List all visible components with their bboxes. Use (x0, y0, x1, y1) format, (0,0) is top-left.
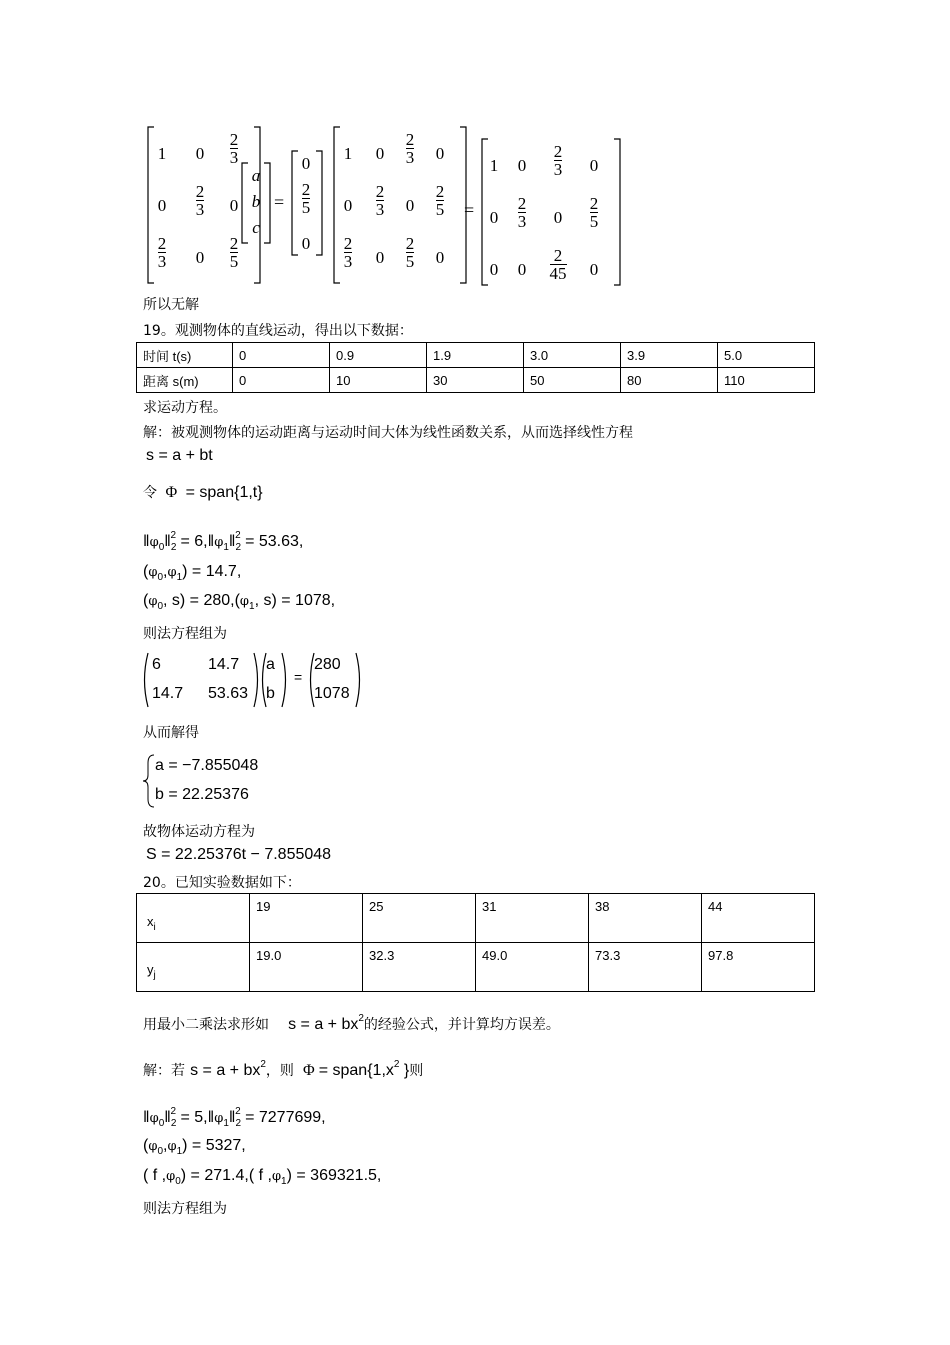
reduced-matrix (480, 138, 622, 286)
matrix-entry: $\frac{2}{3}$ (195, 182, 205, 219)
problem-19-title: 19。观测物体的直线运动，得出以下数据： (143, 323, 413, 339)
table-cell: 50 (524, 368, 621, 393)
rhs-vector (290, 150, 322, 256)
matrix-cell (508, 156, 536, 176)
inner-product-s: ($\varphi_0$, $s) = 280,(\varphi_1$, s) = 1078, (143, 592, 336, 612)
matrix-entry: 0 (517, 260, 527, 279)
matrix-cell: 6 (152, 656, 161, 673)
matrix-cell: a (266, 656, 275, 673)
problem-20-title: 20。已知实验数据如下： (143, 875, 301, 891)
matrix-cell: 14.7 (208, 656, 240, 673)
matrix-cell (334, 144, 362, 164)
table-cell: 32.3 (363, 943, 476, 992)
table-cell: 0 (233, 368, 330, 393)
matrix-entry: $\frac{2}{3}$ (343, 234, 353, 271)
matrix-entry: 0 (301, 234, 311, 253)
inner-s0: , s) = 280,( (163, 592, 240, 609)
matrix-cell (426, 182, 454, 218)
sol-span: = span{1,x (318, 1062, 394, 1079)
row-label-y: $y_j$ (137, 943, 250, 992)
matrix-cell: b (251, 192, 261, 211)
solve-title: 从而解得 (143, 725, 199, 741)
span-text: = span{1,t} (185, 484, 263, 501)
matrix-cell: a (251, 166, 261, 185)
matrix-cell: c (252, 218, 260, 237)
matrix-cell (580, 156, 608, 176)
matrix-entry: 0 (435, 248, 445, 267)
table-row (137, 343, 815, 368)
table-cell: 3.9 (621, 343, 718, 368)
sol-text-a: 解：若 (143, 1063, 185, 1079)
matrix-cell (334, 234, 362, 270)
right-bracket-icon (262, 162, 272, 244)
matrix-cell: 1078 (314, 685, 350, 702)
normal-variable-vector (258, 652, 290, 708)
matrix-cell (480, 260, 508, 280)
p20-inner-f0: ) = 271.4,( f , (180, 1167, 272, 1184)
matrix-cell (186, 182, 214, 218)
matrix-entry: 0 (517, 156, 527, 175)
matrix-equation (140, 124, 620, 290)
matrix-entry: 0 (553, 208, 563, 227)
problem-20-ask: 用最小二乘法求形如 $s = a + bx^2$的经验公式，并计算均方误差。 (143, 1013, 560, 1033)
table-cell: 1.9 (427, 343, 524, 368)
phi-symbol: Φ (299, 1062, 319, 1079)
matrix-entry: 0 (489, 260, 499, 279)
matrix-cell: 14.7 (152, 685, 184, 702)
problem-19-ask: 求运动方程。 (143, 400, 227, 416)
matrix-entry: 0 (157, 196, 167, 215)
matrix-entry: $\frac{2}{3}$ (157, 234, 167, 271)
matrix-cell: 280 (314, 656, 341, 673)
problem-19-table (136, 342, 815, 393)
augmented-matrix (332, 126, 468, 284)
table-cell: 19.0 (250, 943, 363, 992)
table-row (137, 943, 815, 992)
table-cell: 38 (589, 894, 702, 943)
matrix-entry: $\frac{2}{3}$ (229, 130, 239, 167)
inner-value: ) = 14.7, (182, 563, 242, 580)
norm-value-1: = 53.63, (245, 533, 304, 550)
matrix-entry: 0 (195, 248, 205, 267)
solution-system (142, 753, 302, 809)
matrix-cell (148, 196, 176, 216)
table-cell: 19 (250, 894, 363, 943)
matrix-entry: $\frac{2}{5}$ (435, 182, 445, 219)
matrix-cell (580, 194, 608, 230)
matrix-entry: 0 (195, 144, 205, 163)
matrix-cell (148, 234, 176, 270)
right-bracket-icon (354, 652, 364, 708)
sol-formula: s = a + bx (190, 1062, 261, 1079)
equals-sign: = (294, 669, 303, 685)
normal-equation-matrix (140, 652, 380, 712)
table-cell: 5.0 (718, 343, 815, 368)
matrix-entry: 0 (489, 208, 499, 227)
table-cell: 80 (621, 368, 718, 393)
normal-rhs-vector (306, 652, 364, 708)
phi-symbol: Φ (161, 484, 182, 501)
table-cell: 30 (427, 368, 524, 393)
normal-equations-title: 则法方程组为 (143, 626, 227, 642)
right-bracket-icon (612, 138, 622, 286)
equals-sign: = (274, 192, 285, 212)
matrix-cell (480, 156, 508, 176)
matrix-entry: $\frac{2}{45}$ (549, 246, 567, 283)
left-bracket-icon (140, 652, 150, 708)
problem-20-solution: 解：若 $s = a + bx^2$，则 $\Phi = span\{1,x^2$ }则 (143, 1059, 424, 1079)
matrix-entry: 0 (375, 248, 385, 267)
table-cell: 0 (233, 343, 330, 368)
matrix-entry: 0 (405, 196, 415, 215)
matrix-entry: 1 (343, 144, 353, 163)
p20-inner-product-01: $(\varphi_0,\varphi_1) = 5327$, (143, 1137, 246, 1157)
span-definition (143, 482, 263, 502)
matrix-cell (148, 144, 176, 164)
matrix-cell (396, 196, 424, 216)
table-row (137, 368, 815, 393)
matrix-entry: 0 (343, 196, 353, 215)
linear-model: s = a + bt (146, 447, 213, 464)
matrix-entry: 0 (435, 144, 445, 163)
matrix-entry: 0 (301, 154, 311, 173)
matrix-entry: $\frac{2}{3}$ (517, 194, 527, 231)
matrix-cell (366, 182, 394, 218)
matrix-entry: $\frac{2}{3}$ (405, 130, 415, 167)
no-solution-text: 所以无解 (143, 297, 199, 313)
p20-inner-value: ) = 5327, (182, 1137, 246, 1154)
normal-coefficient-matrix (140, 652, 262, 708)
matrix-cell (366, 144, 394, 164)
sol-text-c: 则 (409, 1063, 424, 1079)
table-cell: 49.0 (476, 943, 589, 992)
matrix-entry: $\frac{2}{5}$ (405, 234, 415, 271)
right-bracket-icon (314, 150, 324, 256)
matrix-cell (220, 130, 248, 166)
table-cell: 44 (702, 894, 815, 943)
matrix-cell (544, 246, 572, 282)
table-cell: 110 (718, 368, 815, 393)
matrix-entry: 0 (589, 156, 599, 175)
p20-norm-value-1: = 7277699, (245, 1109, 326, 1126)
p20-inner-product-f: ( f $,\varphi_0) = 271.4$,( f $,\varphi_1) = 369321.5$, (143, 1167, 382, 1187)
norm-value-0: = 6, (180, 533, 208, 550)
matrix-cell: 53.63 (208, 685, 249, 702)
ling-text: 令 (143, 484, 157, 500)
sol-text-b: ，则 (265, 1063, 294, 1079)
table-cell: 0.9 (330, 343, 427, 368)
matrix-entry: $\frac{2}{5}$ (301, 180, 311, 217)
b-value: b = 22.25376 (155, 786, 249, 803)
matrix-cell (396, 234, 424, 270)
matrix-cell (186, 248, 214, 268)
matrix-cell (508, 260, 536, 280)
row-label: 距离 s(m) (137, 368, 233, 393)
matrix-cell (480, 208, 508, 228)
p20-inner-f1: ) = 369321.5, (286, 1167, 382, 1184)
p20-normal-equations-title: 则法方程组为 (143, 1201, 227, 1217)
matrix-cell (580, 260, 608, 280)
matrix-cell (544, 208, 572, 228)
matrix-entry: $\frac{2}{5}$ (589, 194, 599, 231)
variable-vector (240, 162, 270, 244)
matrix-entry: 0 (375, 144, 385, 163)
ask-text-b: 的经验公式，并计算均方误差。 (363, 1017, 560, 1033)
motion-equation: S = 22.25376t − 7.855048 (146, 846, 332, 863)
matrix-cell (396, 130, 424, 166)
problem-19-solution-text: 解：被观测物体的运动距离与运动时间大体为线性函数关系，从而选择线性方程 (143, 425, 633, 441)
table-cell: 31 (476, 894, 589, 943)
matrix-entry: 1 (157, 144, 167, 163)
a-value: a = −7.855048 (155, 757, 259, 774)
inner-s1: , s) = 1078, (254, 592, 336, 609)
right-bracket-icon (280, 652, 290, 708)
table-cell: 97.8 (702, 943, 815, 992)
matrix-entry: $\frac{2}{3}$ (375, 182, 385, 219)
equals-sign: = (464, 200, 475, 220)
ask-text-a: 用最小二乘法求形如 (143, 1017, 269, 1033)
p20-norm-equation: $‖\varphi_0‖_2^2$ = $5,‖\varphi_1‖_2^2 = 7277699$, (143, 1106, 326, 1129)
matrix-entry: 1 (489, 156, 499, 175)
row-label: 时间 t(s) (137, 343, 233, 368)
matrix-cell (426, 248, 454, 268)
ask-formula: s = a + bx (288, 1016, 359, 1033)
matrix-cell (366, 248, 394, 268)
table-cell: 25 (363, 894, 476, 943)
matrix-cell (186, 144, 214, 164)
table-row (137, 894, 815, 943)
matrix-entry: $\frac{2}{5}$ (229, 234, 239, 271)
table-cell: 73.3 (589, 943, 702, 992)
matrix-entry: 0 (229, 196, 239, 215)
result-title: 故物体运动方程为 (143, 824, 255, 840)
matrix-cell: b (266, 685, 275, 702)
matrix-cell (426, 144, 454, 164)
matrix-cell (544, 142, 572, 178)
norm-equation: $‖\varphi_0‖_2^2$ = $6,‖\varphi_1‖_2^2 = 53.63$, (143, 530, 304, 553)
matrix-cell (334, 196, 362, 216)
matrix-entry: 0 (589, 260, 599, 279)
left-brace-icon (142, 753, 156, 809)
matrix-cell (508, 194, 536, 230)
inner-product-01: $(\varphi_0,\varphi_1) = 14.7$, (143, 563, 242, 583)
table-cell: 10 (330, 368, 427, 393)
p20-norm-value-0: = 5, (180, 1109, 208, 1126)
table-cell: 3.0 (524, 343, 621, 368)
row-label-x: $x_i$ (137, 894, 250, 943)
matrix-entry: $\frac{2}{3}$ (553, 142, 563, 179)
problem-20-table (136, 893, 815, 992)
